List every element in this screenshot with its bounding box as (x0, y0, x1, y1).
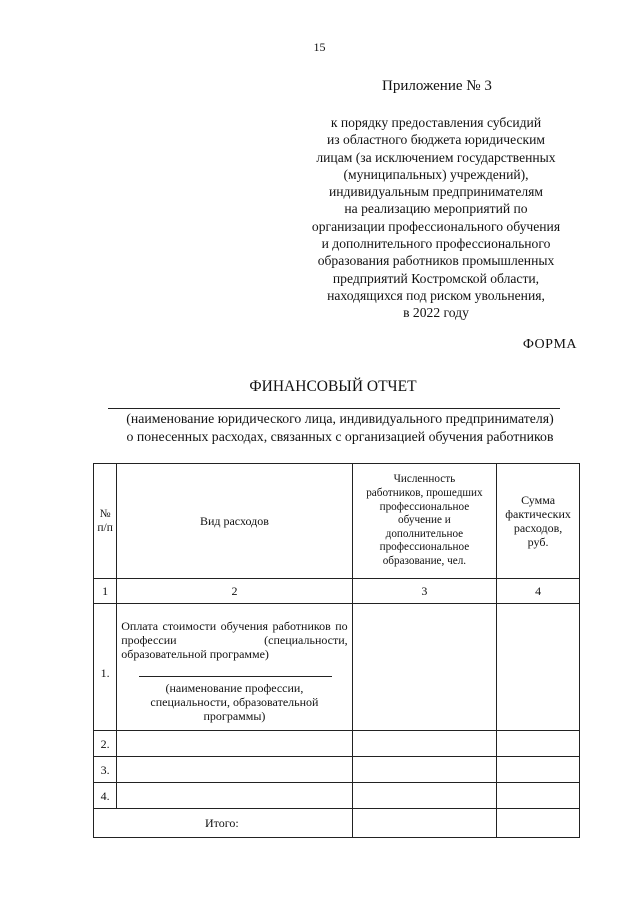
workers-count-cell (352, 604, 496, 731)
appendix-line: и дополнительного профессионального (321, 236, 551, 252)
column-number: 3 (352, 579, 496, 604)
header-expense-type: Вид расходов (117, 464, 352, 579)
header-line: руб. (527, 535, 549, 549)
note-line: программы) (203, 709, 266, 723)
column-number: 2 (117, 579, 352, 604)
appendix-line: в 2022 году (403, 305, 469, 321)
actual-sum-cell (497, 604, 580, 731)
table-row (94, 783, 580, 809)
total-row (94, 809, 580, 838)
organization-name-line (108, 408, 560, 409)
header-line: Численность (393, 473, 456, 486)
column-number: 1 (94, 579, 117, 604)
appendix-line: лицам (за исключением государственных (316, 149, 556, 165)
form-label: ФОРМА (522, 337, 577, 352)
header-line: обучение и (398, 514, 451, 527)
appendix-line: образования работников промышленных (317, 253, 555, 269)
report-caption-line1: (наименование юридического лица, индивидуального предпринимателя) (126, 411, 554, 426)
appendix-line: к порядку предоставления субсидий (330, 115, 542, 130)
column-numbers-row (94, 579, 580, 604)
header-num (94, 464, 117, 579)
workers-count-cell (352, 731, 496, 757)
report-title: ФИНАНСОВЫЙ ОТЧЕТ (249, 378, 417, 395)
expense-description: Оплата стоимости обучения работников по профессии (специальности, образовательной программе) (121, 619, 348, 661)
workers-count-cell (352, 783, 496, 809)
appendix-subtitle (300, 114, 572, 322)
header-line: профессиональное (379, 500, 470, 513)
total-label: Итого: (94, 809, 353, 838)
page-number: 15 (313, 40, 326, 54)
table-row (94, 604, 580, 731)
note-line: (наименование профессии, (165, 681, 304, 695)
report-caption-line2: о понесенных расходах, связанных с организацией обучения работников (126, 429, 554, 444)
header-line: дополнительное (385, 527, 464, 540)
appendix-title: Приложение № 3 (382, 78, 492, 94)
expenses-table (93, 463, 580, 838)
row-number: 3. (94, 757, 117, 783)
row-number: 1. (94, 604, 117, 731)
expense-description-cell (117, 783, 352, 809)
workers-count-cell (352, 757, 496, 783)
expense-description-cell (117, 731, 352, 757)
header-line: Сумма (521, 493, 556, 507)
appendix-line: предприятий Костромской области, (332, 270, 540, 286)
actual-sum-cell (497, 757, 580, 783)
actual-sum-cell (497, 783, 580, 809)
row-number: 2. (94, 731, 117, 757)
header-num-line: № (99, 508, 111, 520)
expense-description-cell (117, 757, 352, 783)
table-header-row (94, 464, 580, 579)
profession-name-note (121, 681, 347, 723)
profession-name-line (139, 676, 331, 677)
table-row (94, 731, 580, 757)
header-num-line: п/п (97, 522, 113, 534)
appendix-line: (муниципальных) учреждений), (343, 166, 529, 182)
header-line: работников, прошедших (366, 487, 483, 500)
note-line: специальности, образовательной (150, 695, 319, 709)
header-line: образование, чел. (382, 554, 467, 567)
table-row (94, 757, 580, 783)
appendix-line: из областного бюджета юридическим (327, 132, 545, 148)
appendix-line: находящихся под риском увольнения, (327, 287, 545, 303)
expense-description-cell (117, 604, 352, 731)
actual-sum-cell (497, 731, 580, 757)
total-sum-cell (497, 809, 580, 838)
header-line: расходов, (513, 521, 563, 535)
header-workers-count (352, 464, 496, 579)
column-number: 4 (497, 579, 580, 604)
header-line: профессиональное (379, 541, 470, 554)
appendix-line: индивидуальным предпринимателям (328, 184, 544, 200)
appendix-line: организации профессионального обучения (311, 218, 561, 234)
header-actual-sum (497, 464, 580, 579)
row-number: 4. (94, 783, 117, 809)
appendix-line: на реализацию мероприятий по (344, 201, 528, 217)
total-workers-cell (352, 809, 496, 838)
header-line: фактических (505, 507, 571, 521)
